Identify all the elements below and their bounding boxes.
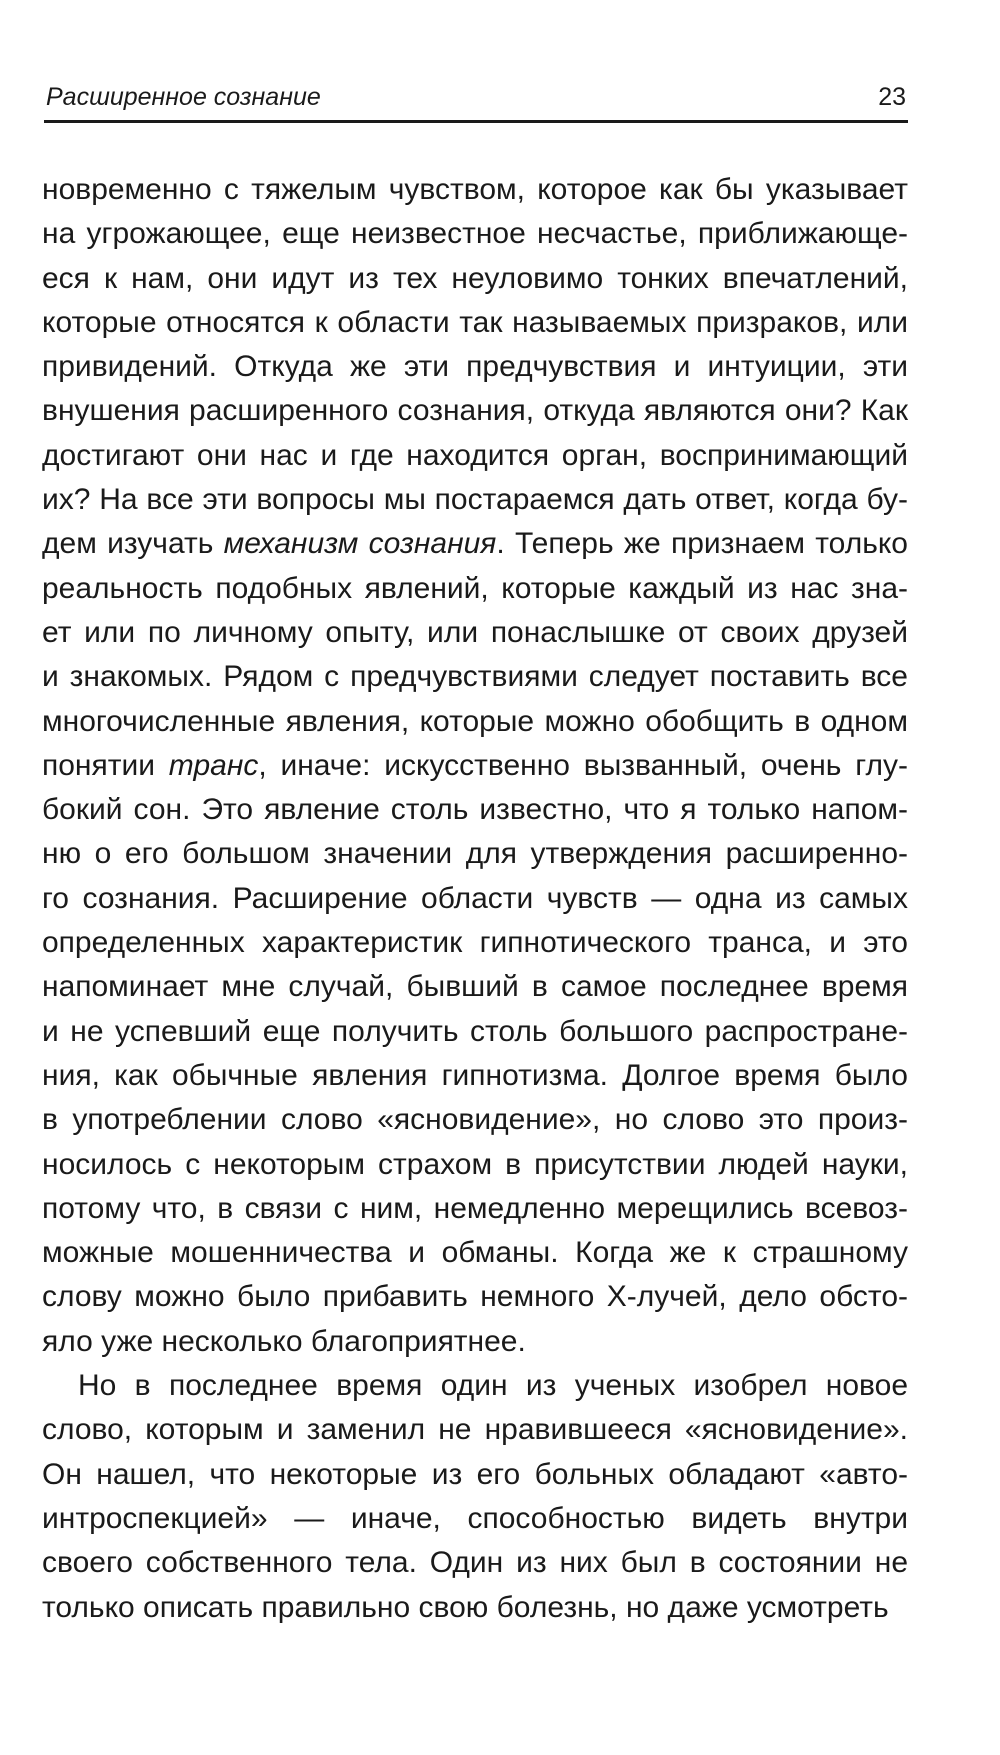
text-line	[42, 965, 908, 1009]
text-segment: только описать правильно свою болезнь, но даже усмотреть	[42, 1590, 889, 1624]
header-rule	[44, 120, 908, 123]
text-segment: потому что, в связи с ним, немедленно мерещились всевоз-	[42, 1191, 908, 1225]
text-line	[42, 655, 908, 699]
text-segment: еся к нам, они идут из тех неуловимо тонких впечатлений,	[42, 261, 908, 295]
text-line	[42, 700, 908, 744]
text-line	[42, 212, 908, 256]
text-segment: ет или по личному опыту, или понаслышке от своих друзей	[42, 615, 908, 649]
page-number: 23	[878, 83, 906, 111]
text-segment: которые относятся к области так называемых призраков, или	[42, 305, 908, 339]
text-segment: многочисленные явления, которые можно обобщить в одном	[42, 704, 908, 738]
text-line	[42, 257, 908, 301]
text-segment: напоминает мне случай, бывший в самое последнее время	[42, 970, 908, 1004]
text-segment: яло уже несколько благоприятнее.	[42, 1324, 526, 1358]
text-line	[42, 1187, 908, 1231]
text-line	[42, 611, 908, 655]
text-segment: можные мошенничества и обманы. Когда же к страшному	[42, 1236, 908, 1270]
text-segment: в употреблении слово «ясновидение», но слово это произ-	[42, 1103, 908, 1137]
text-segment: на угрожающее, еще неизвестное несчастье, приближающе-	[42, 217, 908, 251]
text-segment: слову можно было прибавить немного Х-лучей, дело обсто-	[42, 1280, 908, 1314]
text-segment: их? На все эти вопросы мы постараемся дать ответ, когда бу-	[42, 483, 908, 517]
text-line	[42, 832, 908, 876]
text-segment: и знакомых. Рядом с предчувствиями следует поставить все	[42, 660, 908, 694]
text-line	[42, 1231, 908, 1275]
text-line	[42, 1275, 908, 1319]
text-segment: . Теперь же признаем только	[496, 527, 908, 561]
text-line	[42, 1586, 908, 1630]
text-segment: слово, которым и заменил не нравившееся «ясновидение».	[42, 1413, 908, 1447]
text-line	[42, 478, 908, 522]
text-line	[42, 877, 908, 921]
text-segment: реальность подобных явлений, которые каждый из нас зна-	[42, 571, 908, 605]
text-line	[42, 1320, 908, 1364]
text-segment: носилось с некоторым страхом в присутствии людей науки,	[42, 1147, 908, 1181]
text-line	[42, 1541, 908, 1585]
text-segment: и не успевший еще получить столь большого распростране-	[42, 1014, 908, 1048]
text-segment: привидений. Откуда же эти предчувствия и интуиции, эти	[42, 350, 908, 384]
text-segment: Он нашел, что некоторые из его больных обладают «авто-	[42, 1457, 908, 1491]
text-line	[42, 1143, 908, 1187]
text-line	[42, 345, 908, 389]
text-line	[42, 168, 908, 212]
running-title: Расширенное сознание	[46, 83, 321, 111]
text-segment: понятии	[42, 748, 169, 782]
italic-term: механизм сознания	[223, 527, 497, 561]
running-header	[46, 78, 906, 112]
text-line	[42, 1497, 908, 1541]
text-line	[42, 921, 908, 965]
text-segment: , иначе: искусственно вызванный, очень глу-	[258, 748, 908, 782]
text-segment: интроспекцией» — иначе, способностью видеть внутри	[42, 1501, 908, 1535]
text-line	[42, 1054, 908, 1098]
text-line	[42, 788, 908, 832]
paragraph-1	[42, 168, 908, 1364]
text-line	[42, 389, 908, 433]
text-line	[42, 1010, 908, 1054]
text-segment: определенных характеристик гипнотического транса, и это	[42, 926, 908, 960]
text-line	[42, 567, 908, 611]
text-line	[42, 1408, 908, 1452]
text-segment: внушения расширенного сознания, откуда являются они? Как	[42, 394, 908, 428]
text-segment: новременно с тяжелым чувством, которое как бы указывает	[42, 173, 908, 206]
italic-term: транс	[168, 748, 259, 782]
text-line	[42, 1453, 908, 1497]
text-segment: ню о его большом значении для утверждения расширенно-	[42, 837, 908, 871]
text-segment: Но в последнее время один из ученых изобрел новое	[78, 1369, 908, 1403]
text-segment: го сознания. Расширение области чувств — одна из самых	[42, 881, 908, 915]
text-line	[42, 522, 908, 566]
text-line	[42, 744, 908, 788]
text-segment: бокий сон. Это явление столь известно, что я только напом-	[42, 793, 908, 827]
text-line	[42, 434, 908, 478]
text-segment: достигают они нас и где находится орган, воспринимающий	[42, 438, 908, 472]
text-line	[42, 1364, 908, 1408]
text-segment: ния, как обычные явления гипнотизма. Долгое время было	[42, 1058, 908, 1092]
text-segment: дем изучать	[42, 527, 224, 561]
body-text	[42, 168, 908, 1630]
paragraph-2	[42, 1364, 908, 1630]
text-line	[42, 1098, 908, 1142]
text-line	[42, 301, 908, 345]
text-segment: своего собственного тела. Один из них был в состоянии не	[42, 1546, 908, 1580]
